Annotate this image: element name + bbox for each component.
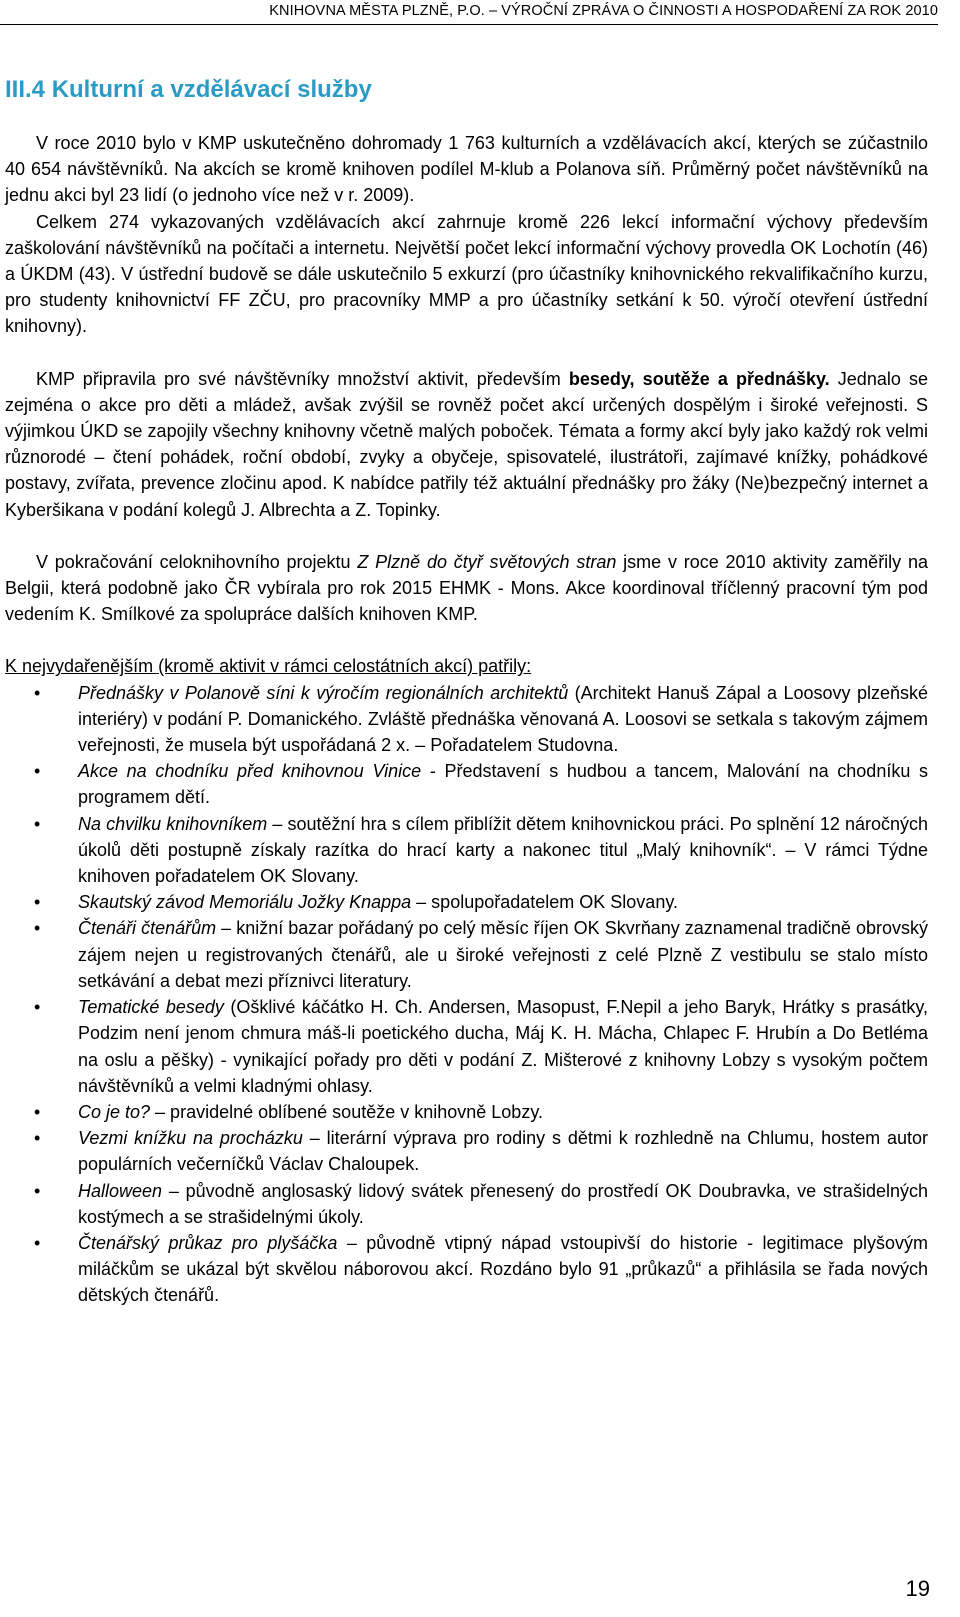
item-title: Vezmi knížku na procházku: [78, 1128, 303, 1149]
item-text: - Představení s hudbou a tancem, Malování na chodníku s programem dětí.: [78, 761, 929, 808]
item-text: – původně anglosaský lidový svátek přenesený do prostředí OK Doubravka, ve strašidelných kostýmech a se strašidelnými úkoly.: [78, 1180, 928, 1227]
item-title: Co je to?: [78, 1101, 151, 1122]
paragraph-1: V roce 2010 bylo v KMP uskutečněno dohromady 1 763 kulturních a vzdělávacích akcí, kterých se zúčastnilo 40 654 návštěvníků. Na akcích se kromě knihoven podílel M-klub a Polanova síň. Průměrný počet návštěvníků na jednu akci byl 23 lidí (o jednoho více než v r. 2009).: [5, 133, 928, 206]
paragraph-4-part-a: V pokračování celoknihovního projektu: [36, 551, 358, 572]
document-body: [5, 130, 928, 1309]
item-title: Halloween: [78, 1180, 163, 1201]
highlights-list: [5, 680, 928, 1309]
paragraph-2: Celkem 274 vykazovaných vzdělávacích akcí zahrnuje kromě 226 lekcí informační výchovy především zaškolování návštěvníků na počítači a internetu. Největší počet lekcí informační výchovy provedla OK Lochotín (46) a ÚKDM (43). V ústřední budově se dále uskutečnilo 5 exkurzí (pro účastníky knihovnického rekvalifikačního kurzu, pro studenty knihovnictví FF ZČU, pro pracovníky MMP a pro účastníky setkání k 50. výročí otevření ústřední knihovny).: [5, 211, 928, 337]
list-heading: K nejvydařenějším (kromě aktivit v rámci celostátních akcí) patřily:: [5, 656, 532, 677]
list-item: [5, 994, 928, 1099]
item-title: Akce na chodníku před knihovnou Vinice: [78, 761, 422, 782]
list-item: [5, 889, 928, 915]
item-title: Čtenáři čtenářům: [78, 918, 217, 939]
list-item: [5, 1099, 928, 1125]
item-text: – knižní bazar pořádaný po celý měsíc říjen OK Skvrňany zaznamenal tradičně obrovský zájem nejen u registrovaných čtenářů, ale u široké veřejnosti z celé Plzně Z vestibulu se stalo místo setkávání a debat mezi příznivci literatury.: [78, 918, 929, 991]
list-item: [5, 1230, 928, 1309]
item-text: (Ošklivé káčátko H. Ch. Andersen, Masopust, F.Nepil a jeho Baryk, Hrátky s prasátky, Podzim není jenom chmura máš-li poetického ducha, Máj K. H. Mácha, Chlapec F. Hrubín a Do Betléma na oslu a pěšky) - vynikající pořady pro děti v podání Z. Mišterové z knihovny Lobzy s vysokým počtem návštěvníků a velmi kladnými ohlasy.: [78, 997, 928, 1096]
item-title: Přednášky v Polanově síni k výročím regionálních architektů: [78, 682, 569, 703]
item-text: – soutěžní hra s cílem přiblížit dětem knihovnickou práci. Po splnění 12 náročných úkolů děti postupně získaly razítka do hrací karty a nakonec titul „Malý knihovník“. – V rámci Týdne knihoven pořadatelem OK Slovany.: [78, 813, 928, 887]
page-number: 19: [905, 1576, 930, 1601]
list-item: [5, 915, 928, 994]
paragraph-3-part-c: Jednalo se zejména o akce pro děti a mládež, avšak zvýšil se rovněž počet akcí určených dospělým i široké veřejnosti. S výjimkou ÚKD se zapojily všechny knihovny včetně malých poboček. Témata a formy akcí byly jako každý rok velmi různorodé – čtení pohádek, roční období, zvyky a obyčeje, spisovatelé, ilustrátoři, zajímavé knížky, pohádkové postavy, zvířata, prevence zločinu apod. K nabídce patřily též aktuální přednášky pro žáky (Ne)bezpečný internet a Kyberšikana v podání kolegů J. Albrechta a Z. Topinky.: [5, 368, 928, 520]
item-title: Tematické besedy: [78, 997, 224, 1018]
section-title: III.4 Kulturní a vzdělávací služby: [5, 76, 372, 103]
paragraph-4-part-c: jsme v roce 2010 aktivity zaměřily na Belgii, která podobně jako ČR vybírala pro rok 2015 EHMK - Mons. Akce koordinoval tříčlenný pracovní tým pod vedením K. Smílkové za spolupráce dalších knihoven KMP.: [5, 551, 928, 625]
list-item: [5, 680, 928, 759]
list-item: [5, 811, 928, 890]
running-header: KNIHOVNA MĚSTA PLZNĚ, P.O. – VÝROČNÍ ZPRÁVA O ČINNOSTI A HOSPODAŘENÍ ZA ROK 2010: [0, 3, 938, 25]
item-title: Skautský závod Memoriálu Jožky Knappa: [78, 892, 412, 913]
list-item: [5, 1125, 928, 1177]
item-text: – literární výprava pro rodiny s dětmi k rozhledně na Chlumu, hostem autor populárních večerníčků Václav Chaloupek.: [78, 1128, 929, 1175]
paragraph-3-part-a: KMP připravila pro své návštěvníky množství aktivit, především: [36, 368, 569, 389]
paragraph-3: [5, 366, 928, 523]
item-title: Na chvilku knihovníkem: [78, 813, 268, 834]
item-text: (Architekt Hanuš Zápal a Loosovy plzeňské interiéry) v podání P. Domanického. Zvláště přednáška věnovaná A. Loosovi se setkala s takovým zájmem veřejnosti, že musela být uspořádaná 2 x. – Pořadatelem Studovna.: [78, 682, 928, 756]
item-text: – spolupořadatelem OK Slovany.: [411, 892, 678, 913]
list-item: [5, 1178, 928, 1230]
paragraph-4: [5, 549, 928, 628]
paragraph-4-project-name: Z Plzně do čtyř světových stran: [357, 551, 617, 572]
item-text: – pravidelné oblíbené soutěže v knihovně Lobzy.: [150, 1101, 543, 1122]
item-text: – původně vtipný nápad vstoupivší do historie - legitimace plyšovým miláčkům se ukázal být skvělou náborovou akcí. Rozdáno bylo 91 „průkazů“ a přihlásila se řada nových dětských čtenářů.: [78, 1232, 928, 1306]
item-title: Čtenářský průkaz pro plyšáčka: [78, 1232, 338, 1253]
paragraph-3-bold: besedy, soutěže a přednášky.: [568, 368, 830, 389]
list-item: [5, 758, 928, 810]
